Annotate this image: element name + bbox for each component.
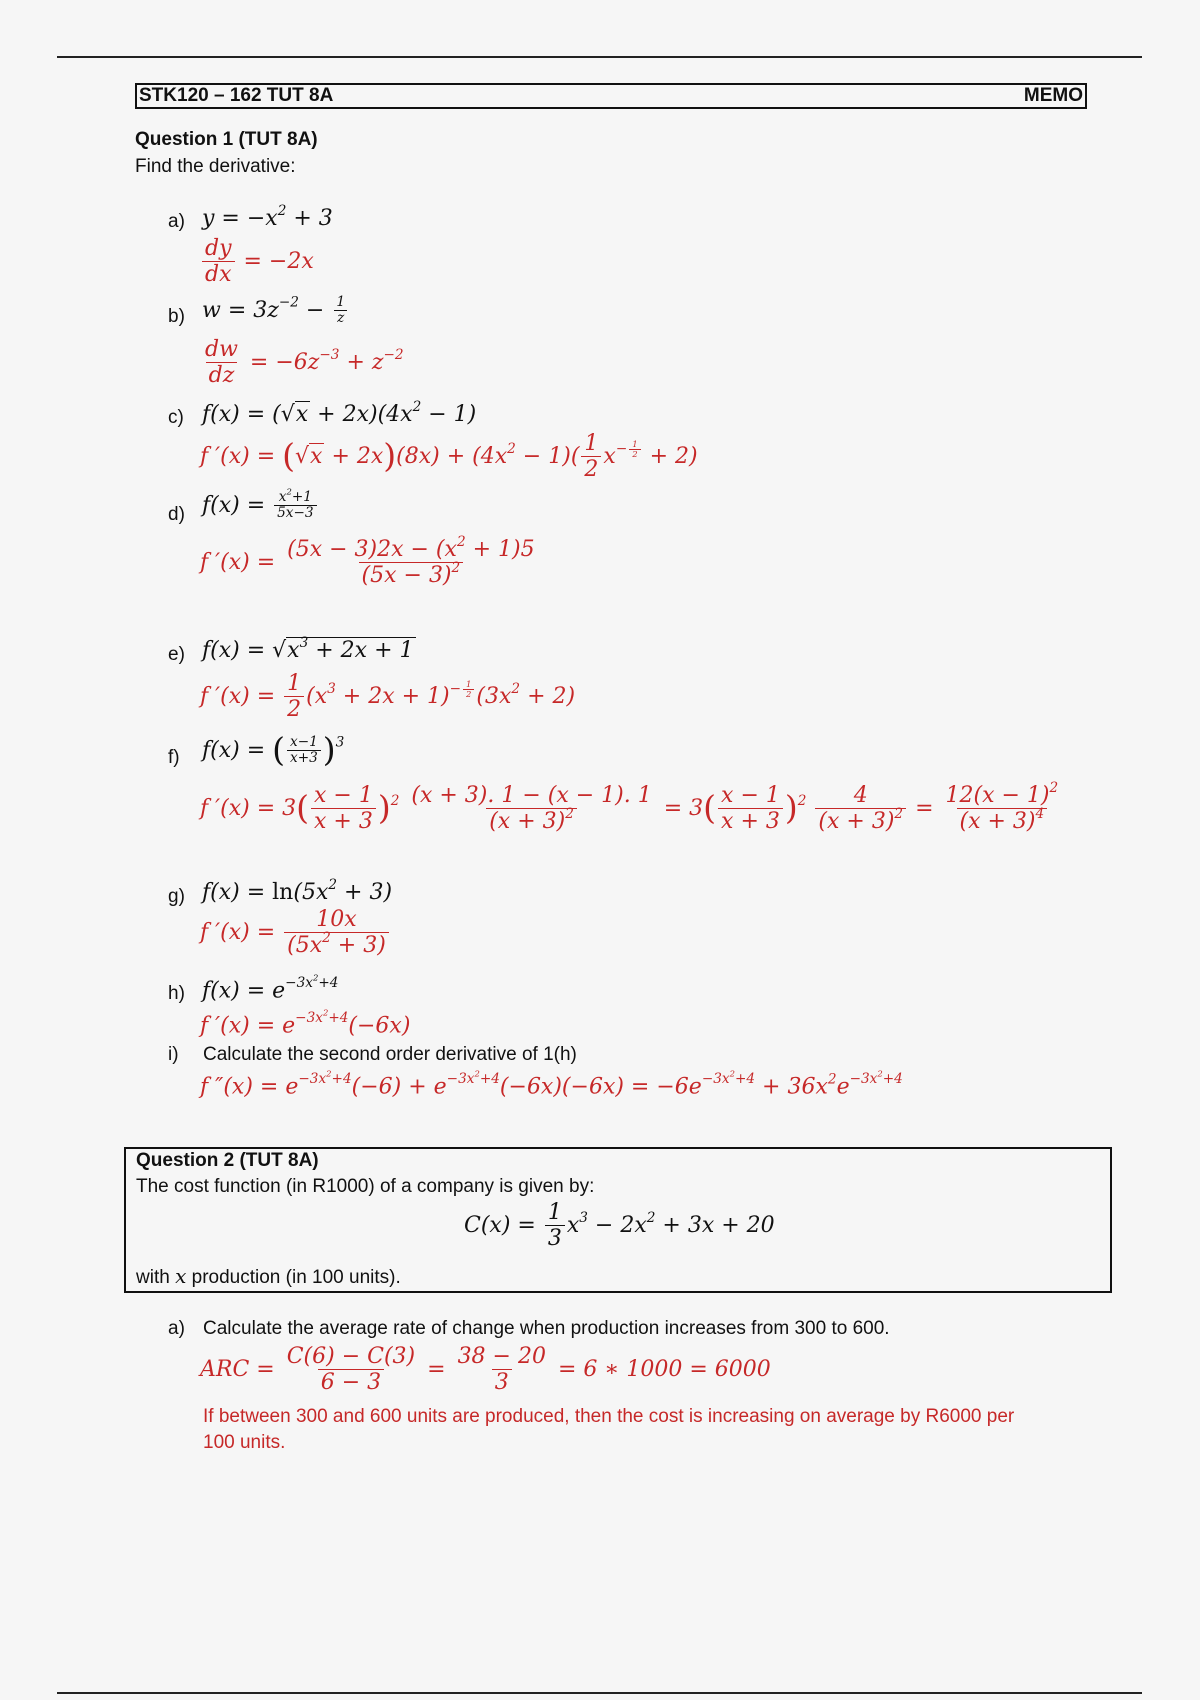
q1c-answer: f $'(x) = (√x + 2x)(8x) + (4x^2 - 1)$( $\frac{1}{2}$ $x^{- \frac{1}{2}}$ + 2) (200, 431, 698, 483)
q1e-answer: f ′(x) = $\frac{1}{2}$ $(x^3 + 2x + 1)^{- \frac{1}{2}}$ $(3x^2 + 2)$ (200, 671, 576, 723)
q1f-question: f(x) = ( $\frac{x-1}{x+3}$ )$^3$ (202, 729, 345, 769)
q2-cost-function: C(x) = $\frac{1}{3}$ $x^3 - 2x^2 + 3x + 20$ (464, 1200, 775, 1252)
q2-units-text: production (in 100 units). (191, 1267, 401, 1288)
q1b-question: $w = 3z^{-2}$ − $\frac{1}{z}$ (202, 295, 350, 327)
q1d-answer: f ′(x) = $\frac{(5x - 3)2x - (x^2 + 1)5}{(5x - 3)^2}$ (200, 533, 535, 589)
q1b-answer: $\frac{dw}{dz}$ = $-6z^{-3} + z^{-2}$ (205, 337, 404, 389)
q1h-question: $f(x) = e^{-3x^2+4}$ (202, 973, 339, 1004)
q2-units: with x production (in 100 units). (136, 1264, 401, 1288)
memo-tag: MEMO (1023, 85, 1083, 106)
q2a-answer: ARC = $\frac{C(6) - C(3)}{6 - 3}$ = $\frac{38 - 20}{3}$ = 6 ∗ 1000 = 6000 (200, 1344, 771, 1396)
label-i: i) (168, 1044, 179, 1065)
q1g-question: $f(x) = \ln(5x^2 + 3)$ (202, 876, 393, 905)
q2-intro: The cost function (in R1000) of a company is given by: (136, 1176, 595, 1197)
label-g: g) (168, 886, 185, 907)
label-b: b) (168, 306, 185, 327)
q2a-conclusion-line2: 100 units. (203, 1432, 286, 1453)
label-a: a) (168, 211, 185, 232)
q2-title: Question 2 (TUT 8A) (136, 1150, 319, 1171)
top-rule (57, 56, 1142, 58)
label-f: f) (168, 747, 180, 768)
label-q2a: a) (168, 1318, 185, 1339)
course-code: STK120 – 162 TUT 8A (139, 85, 334, 106)
q1a-question: $y = -x^2 + 3$ (202, 202, 333, 231)
q1h-answer: f $'(x) = e^{-3x^2+4}(-6x)$ (200, 1008, 411, 1039)
q1c-question: $f(x) = (√x + 2x)(4x^2 - 1)$ (202, 398, 477, 427)
q2a-text: Calculate the average rate of change when production increases from 300 to 600. (203, 1318, 890, 1339)
q1i-text: Calculate the second order derivative of 1(h) (203, 1044, 577, 1065)
q2-with-word: with (136, 1267, 170, 1288)
q2-box (124, 1147, 1112, 1293)
q1g-answer: f ′(x) = $\frac{10x}{(5x^2 + 3)}$ (200, 908, 391, 958)
q1e-question: $f(x) = √x^3 + 2x + 1$ (202, 634, 414, 663)
q1f-answer: f ′(x) = 3( $\frac{x - 1}{x + 3}$ )$^2$ $\frac{(x + 3). 1 - (x - 1). 1}{(x + 3)^2}$ = 3( $\frac{x - 1}{x + 3}$ )$^2$ $\frac{4}{(x + 3)^2}$ = $\frac{12(x - 1)^2}{(x + 3)^4}$ (200, 779, 1059, 835)
bottom-rule (57, 1692, 1142, 1694)
label-c: c) (168, 407, 184, 428)
label-h: h) (168, 983, 185, 1004)
q1-title: Question 1 (TUT 8A) (135, 129, 318, 150)
q1i-answer: f $''(x) = e^{-3x^2+4}(-6) + e^{-3x^2+4}(-6x)(-6x) = -6e^{-3x^2+4} + 36x^2e^{-3x^2+4}$ (200, 1069, 903, 1100)
label-e: e) (168, 644, 185, 665)
q2a-conclusion-line1: If between 300 and 600 units are produced, then the cost is increasing on average by R6000 per (203, 1406, 1015, 1427)
header-box (135, 83, 1087, 109)
q1d-question: f(x) = $\frac{x^2+1}{5x-3}$ (202, 490, 319, 522)
q1a-answer: $\frac{dy}{dx}$ = −2x (200, 237, 314, 287)
label-d: d) (168, 504, 185, 525)
q1-instruction: Find the derivative: (135, 156, 296, 177)
